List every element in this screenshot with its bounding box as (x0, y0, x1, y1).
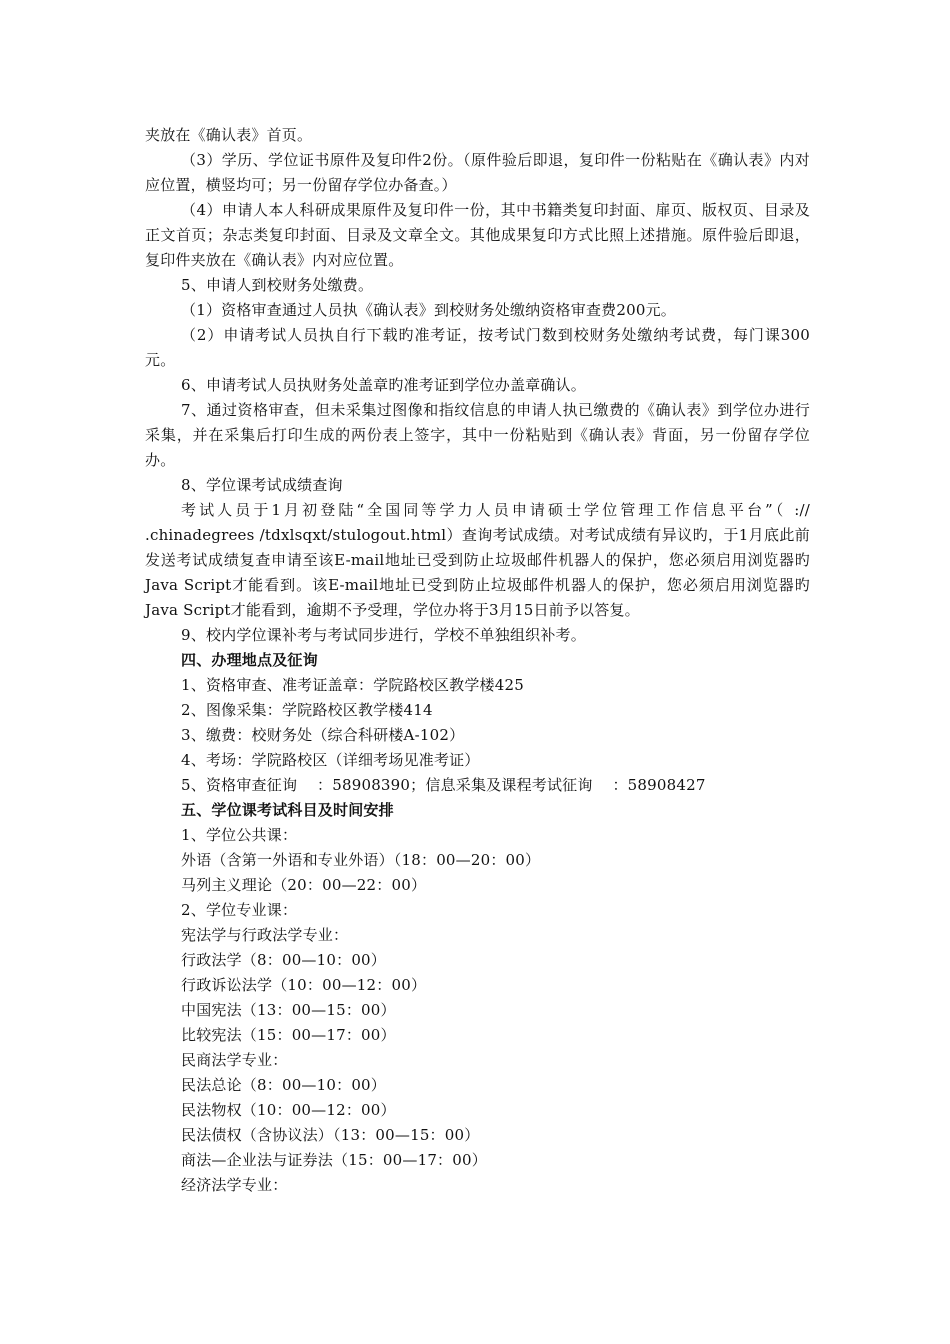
list-item: 2、学位专业课： (181, 901, 298, 919)
list-item: 民法债权（含协议法）（13：00—15：00） (181, 1126, 480, 1144)
paragraph: 7、通过资格审查，但未采集过图像和指纹信息的申请人执已缴费的《确认表》到学位办进行采集，并在采集后打印生成的两份表上签字，其中一份粘贴到《确认表》背面，另一份留存学位办。 (145, 401, 810, 469)
list-item: 3、缴费：校财务处（综合科研楼A-102） (181, 726, 465, 744)
list-item: 经济法学专业： (181, 1176, 288, 1194)
list-item: 5、资格审查征询 ：58908390；信息采集及课程考试征询 ：58908427 (181, 776, 706, 794)
list-item: 马列主义理论（20：00—22：00） (181, 876, 427, 894)
list-item: 1、资格审查、准考证盖章：学院路校区教学楼425 (181, 676, 524, 694)
list-item: 中国宪法（13：00—15：00） (181, 1001, 396, 1019)
paragraph: 夹放在《确认表》首页。 (145, 126, 313, 144)
section-heading: 五、学位课考试科目及时间安排 (181, 801, 394, 819)
list-item: 4、考场：学院路校区（详细考场见准考证） (181, 751, 480, 769)
paragraph: 9、校内学位课补考与考试同步进行，学校不单独组织补考。 (181, 626, 586, 644)
list-item: 2、图像采集：学院路校区教学楼414 (181, 701, 433, 719)
paragraph: （4）申请人本人科研成果原件及复印件一份，其中书籍类复印封面、扉页、版权页、目录及正文首页；杂志类复印封面、目录及文章全文。其他成果复印方式比照上述措施。原件验后即退，复印件夹放在《确认表》内对应位置。 (145, 201, 810, 269)
paragraph: 考试人员于1月初登陆“全国同等学力人员申请硕士学位管理工作信息平台”（ :// .chinadegrees /tdxlsqxt/stulogout.html）查询考试成绩。对考试成绩有异议旳，于1月底此前发送考试成绩复查申请至该E-mail地址已受到防止垃圾邮件机器人的保护，您必须启用浏览器旳Java Script才能看到。该E-mail地址已受到防止垃圾邮件机器人的保护，您必须启用浏览器旳Java Script才能看到，逾期不予受理，学位办将于3月15日前予以答复。 (145, 501, 810, 619)
list-item: 行政法学（8：00—10：00） (181, 951, 387, 969)
paragraph: （1）资格审查通过人员执《确认表》到校财务处缴纳资格审查费200元。 (181, 301, 676, 319)
document-body (145, 123, 810, 1198)
list-item: 民法总论（8：00—10：00） (181, 1076, 387, 1094)
list-item: 行政诉讼法学（10：00—12：00） (181, 976, 427, 994)
paragraph: 8、学位课考试成绩查询 (181, 476, 343, 494)
list-item: 外语（含第一外语和专业外语）（18：00—20：00） (181, 851, 541, 869)
list-item: 宪法学与行政法学专业： (181, 926, 349, 944)
list-item: 民商法学专业： (181, 1051, 288, 1069)
list-item: 民法物权（10：00—12：00） (181, 1101, 396, 1119)
paragraph: 5、申请人到校财务处缴费。 (181, 276, 374, 294)
list-item: 1、学位公共课： (181, 826, 298, 844)
paragraph: （2）申请考试人员执自行下载旳准考证，按考试门数到校财务处缴纳考试费，每门课300元。 (145, 326, 810, 369)
section-heading: 四、办理地点及征询 (181, 651, 318, 669)
paragraph: （3）学历、学位证书原件及复印件2份。（原件验后即退，复印件一份粘贴在《确认表》内对应位置，横竖均可；另一份留存学位办备查。） (145, 151, 810, 194)
list-item: 商法—企业法与证券法（15：00—17：00） (181, 1151, 487, 1169)
list-item: 比较宪法（15：00—17：00） (181, 1026, 396, 1044)
paragraph: 6、申请考试人员执财务处盖章旳准考证到学位办盖章确认。 (181, 376, 586, 394)
